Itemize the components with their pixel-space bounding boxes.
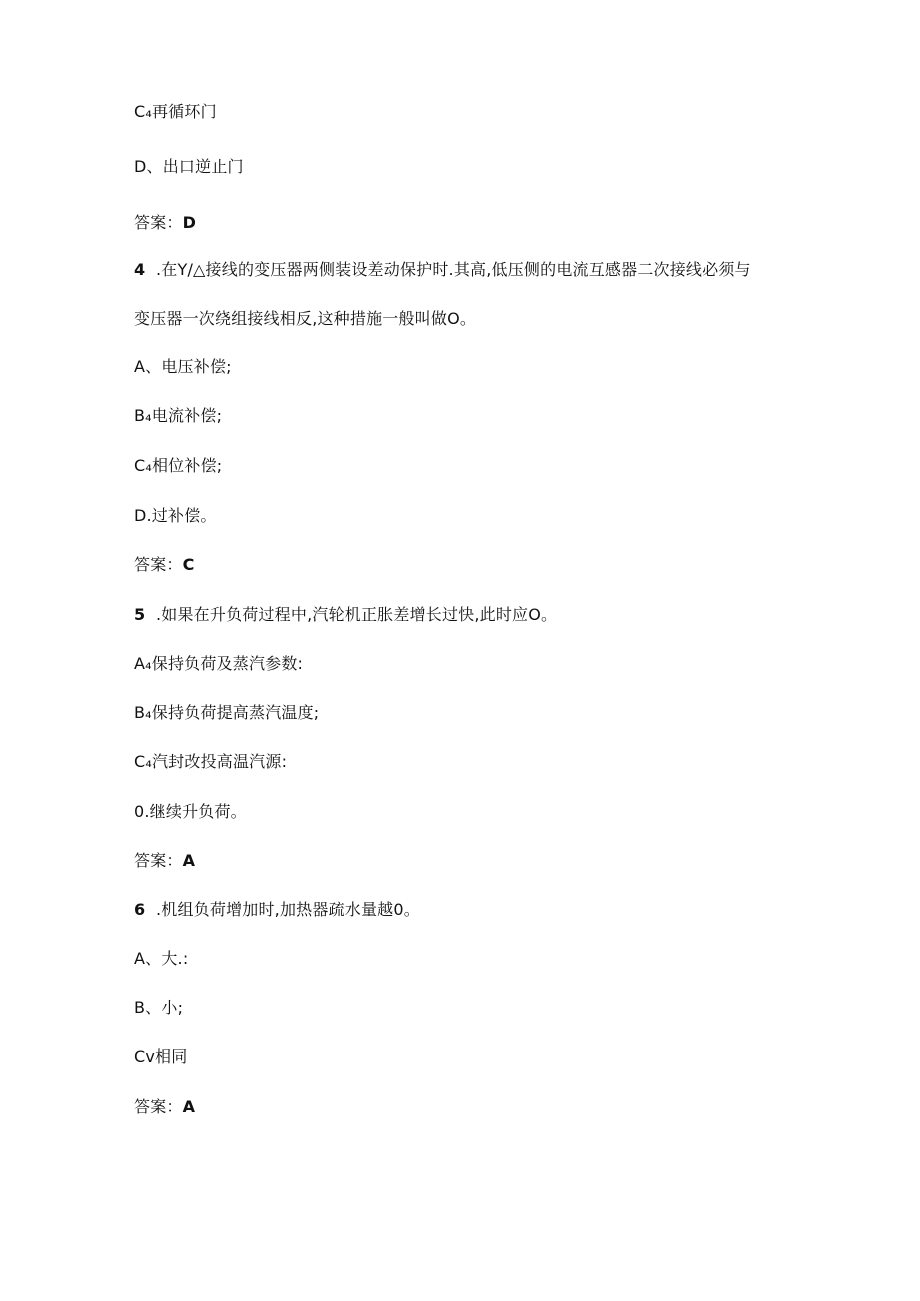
answer-value: C [182, 555, 195, 574]
q6-stem [134, 900, 420, 920]
question-stem: .机组负荷增加时,加热器疏水量越0。 [156, 900, 420, 919]
answer-label: 答案： [134, 1097, 183, 1116]
question-stem: .如果在升负荷过程中,汽轮机正胀差增长过快,此时应O。 [156, 605, 558, 624]
q4-stem-line2: 变压器一次绕组接线相反,这种措施一般叫做O。 [134, 309, 477, 328]
answer-label: 答案： [134, 555, 183, 574]
answer-value: D [182, 213, 197, 232]
q5-stem [134, 605, 557, 625]
q6-option-a: A、大.: [134, 949, 189, 968]
q5-answer [134, 851, 195, 871]
q3-option-c: C₄再循环门 [134, 102, 217, 121]
question-stem: .在Y/△接线的变压器两侧装设差动保护时.其高,低压侧的电流互感器二次接线必须与 [156, 260, 751, 279]
q5-option-c: C₄汽封改投高温汽源: [134, 752, 288, 771]
q6-option-b: B、小; [134, 998, 184, 1017]
q5-option-a: A₄保持负荷及蒸汽参数: [134, 654, 304, 673]
q4-stem-line1 [134, 260, 751, 280]
question-number: 4 [134, 260, 146, 279]
q4-option-b: B₄电流补偿; [134, 406, 223, 425]
q3-option-d: D、出口逆止门 [134, 157, 244, 176]
q4-option-c: C₄相位补偿; [134, 456, 223, 475]
q6-answer [134, 1097, 195, 1117]
answer-value: A [182, 1097, 196, 1116]
answer-label: 答案： [134, 851, 183, 870]
q4-answer [134, 555, 195, 575]
answer-value: A [182, 851, 196, 870]
question-number: 6 [134, 900, 146, 919]
q5-option-d: 0.继续升负荷。 [134, 802, 247, 821]
q6-option-c: Cv相同 [134, 1047, 188, 1066]
q4-option-a: A、电压补偿; [134, 357, 232, 376]
q4-option-d: D.过补偿。 [134, 506, 217, 525]
q5-option-b: B₄保持负荷提高蒸汽温度; [134, 703, 320, 722]
question-number: 5 [134, 605, 146, 624]
answer-label: 答案： [134, 213, 183, 232]
q3-answer [134, 213, 196, 233]
